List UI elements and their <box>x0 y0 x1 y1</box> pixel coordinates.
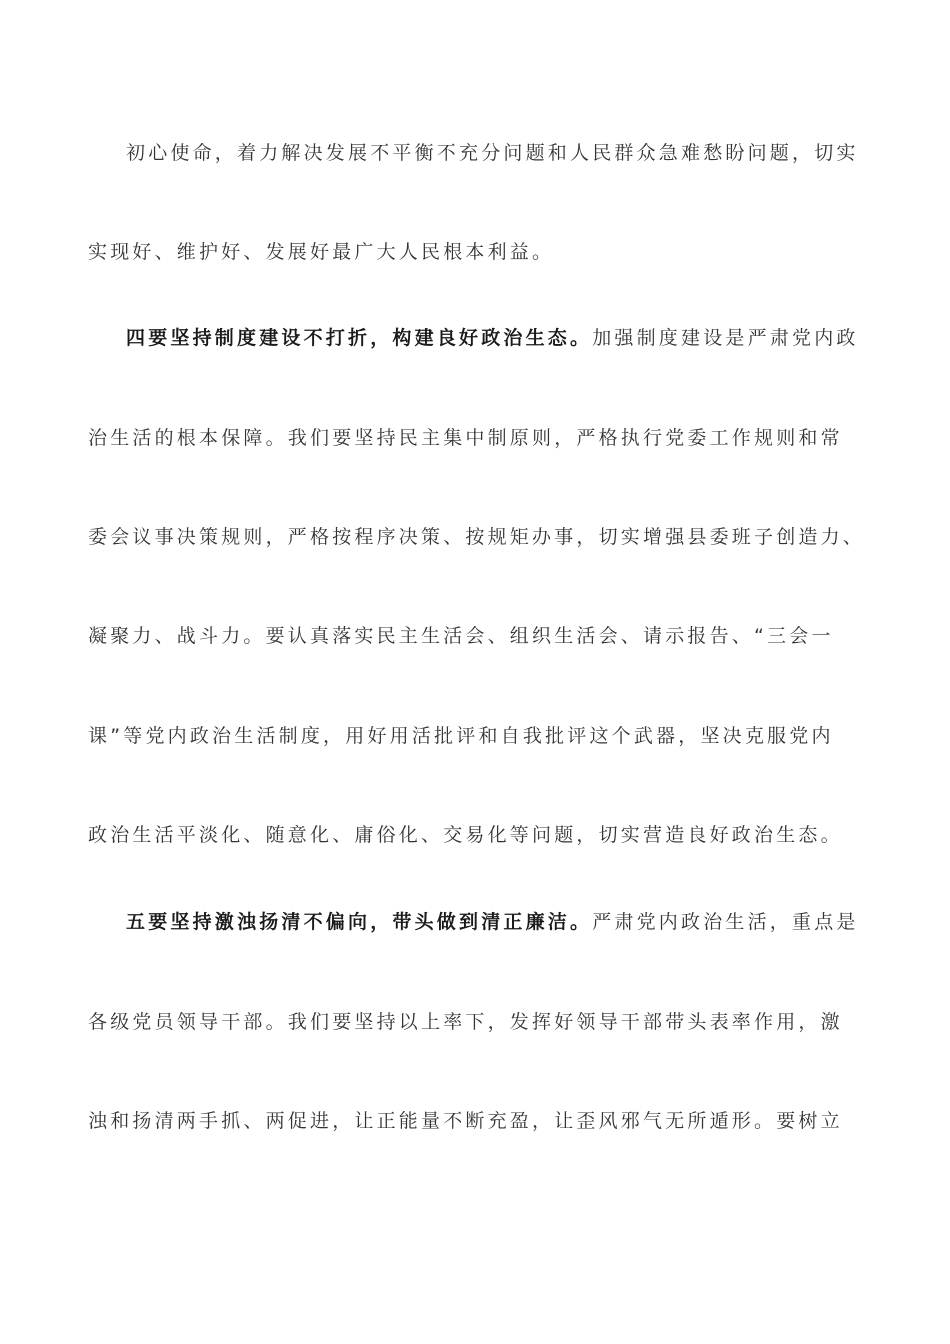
section-4-text: 加强制度建设是严肃党内政 <box>592 327 859 349</box>
paragraph-line: 实现好、维护好、发展好最广大人民根本利益。 <box>88 241 555 263</box>
paragraph-line: 政治生活平淡化、随意化、庸俗化、交易化等问题，切实营造良好政治生态。 <box>88 824 843 846</box>
section-4-heading: 四要坚持制度建设不打折，构建良好政治生态。 <box>126 327 593 349</box>
paragraph-line: 浊和扬清两手抓、两促进，让正能量不断充盈，让歪风邪气无所遁形。要树立 <box>88 1110 843 1132</box>
paragraph-line: 初心使命，着力解决发展不平衡不充分问题和人民群众急难愁盼问题，切实 <box>126 142 859 164</box>
section-5-heading: 五要坚持激浊扬清不偏向，带头做到清正廉洁。 <box>126 911 593 933</box>
paragraph-line: 凝聚力、战斗力。要认真落实民主生活会、组织生活会、请示报告、“三会一 <box>88 625 834 647</box>
paragraph-line: 治生活的根本保障。我们要坚持民主集中制原则，严格执行党委工作规则和常 <box>88 427 843 449</box>
section-5-text: 严肃党内政治生活，重点是 <box>592 911 859 933</box>
section-5-first-line <box>126 902 868 942</box>
paragraph-line: 委会议事决策规则，严格按程序决策、按规矩办事，切实增强县委班子创造力、 <box>88 526 866 548</box>
paragraph-line: 各级党员领导干部。我们要坚持以上率下，发挥好领导干部带头表率作用，激 <box>88 1011 843 1033</box>
paragraph-line: 课”等党内政治生活制度，用好用活批评和自我批评这个武器，坚决克服党内 <box>88 725 834 747</box>
section-4-first-line <box>126 318 868 358</box>
